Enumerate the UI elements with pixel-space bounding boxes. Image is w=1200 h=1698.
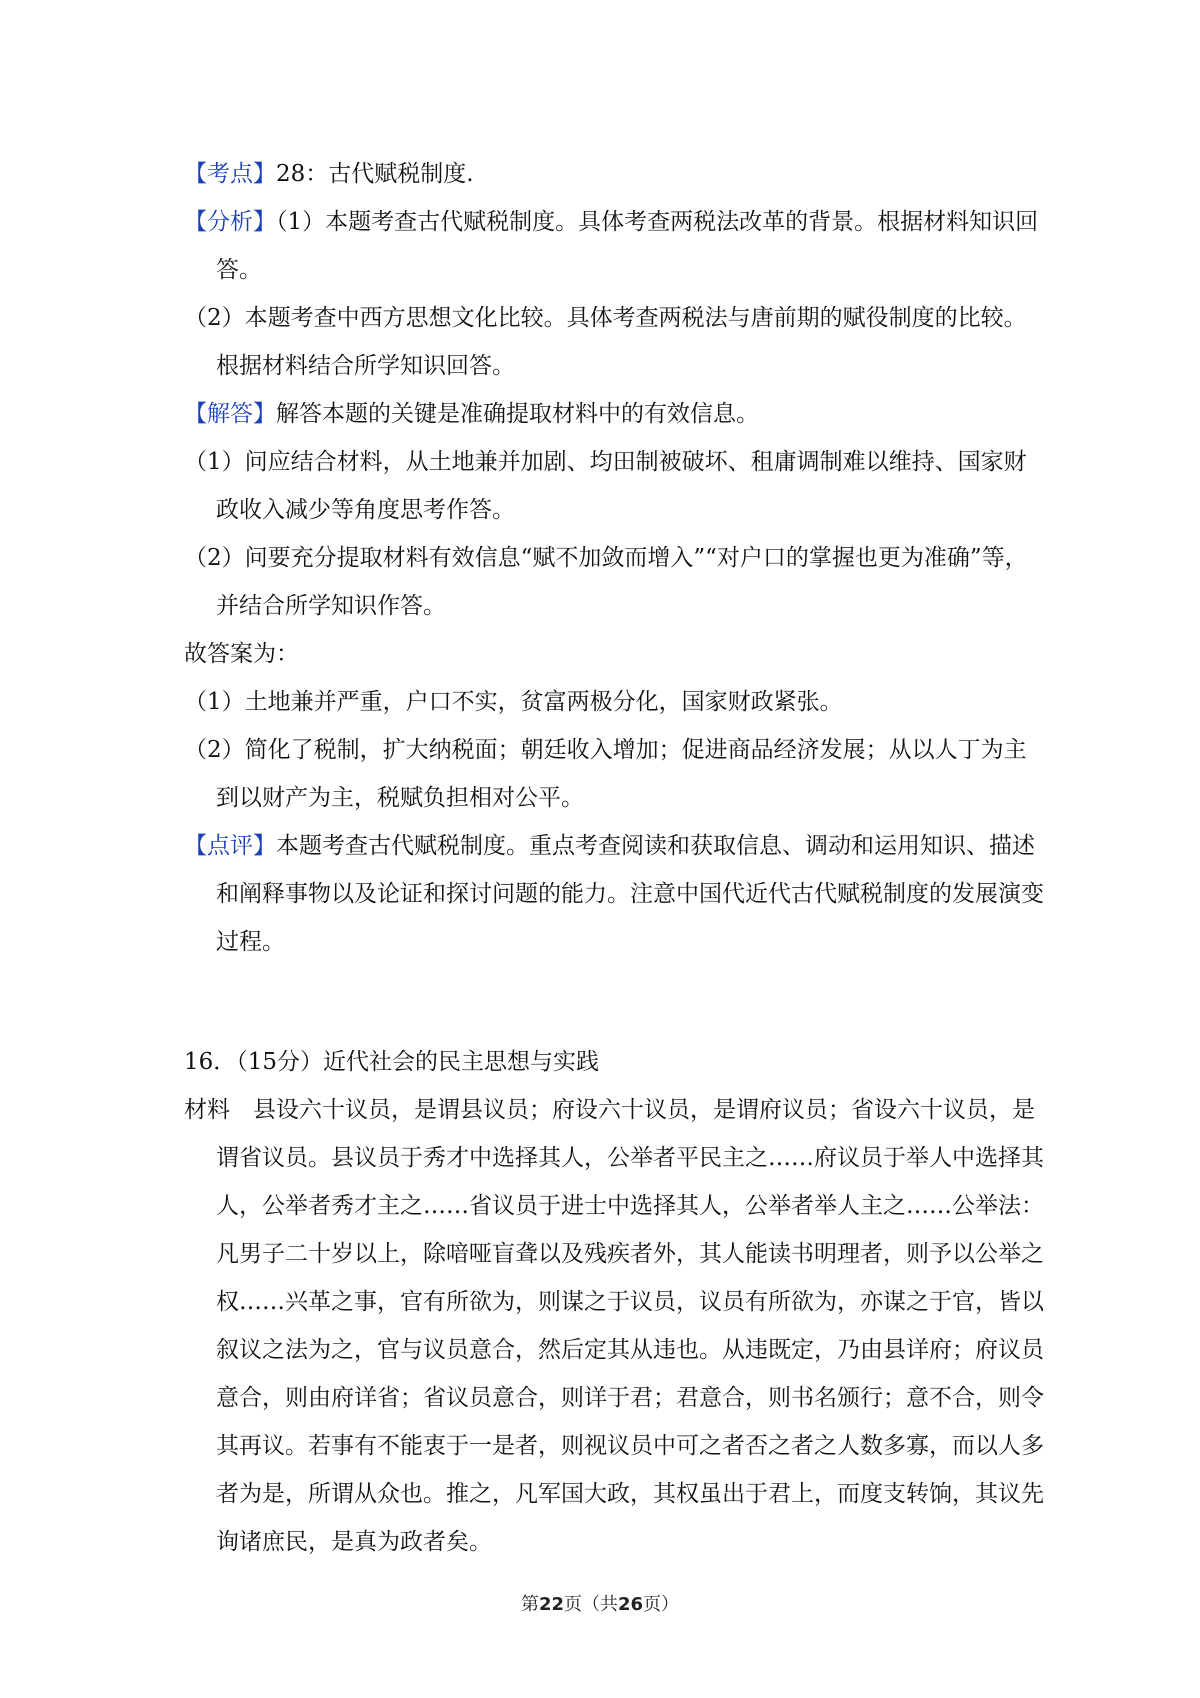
kaodian-paragraph [184, 150, 1044, 198]
footer-page-number: 22 [538, 1594, 564, 1615]
answer-text-2: （2）简化了税制，扩大纳税面；朝廷收入增加；促进商品经济发展；从以人丁为主到以财产为主，税赋负担相对公平。 [184, 737, 1027, 811]
dianping-paragraph [184, 822, 1044, 966]
dianping-text: 本题考查古代赋税制度。重点考查阅读和获取信息、调动和运用知识、描述和阐释事物以及论证和探讨问题的能力。注意中国代近代古代赋税制度的发展演变过程。 [216, 833, 1044, 955]
footer-suffix: 页） [643, 1594, 680, 1615]
fenxi-tag: 【分析】 [184, 209, 276, 235]
jieda-text-2: （2）问要充分提取材料有效信息“赋不加敛而增入”“对户口的掌握也更为准确”等，并结合所学知识作答。 [184, 545, 1028, 619]
question-16-material: 材料 县设六十议员，是谓县议员；府设六十议员，是谓府议员；省设六十议员，是谓省议员。县议员于秀才中选择其人，公举者平民主之……府议员于举人中选择其人，公举者秀才主之……省议员于进士中选择其人，公举者举人主之……公举法：凡男子二十岁以上，除喑哑盲聋以及残疾者外，其人能读书明理者，则予以公举之权……兴革之事，官有所欲为，则谋之于议员，议员有所欲为，亦谋之于官，皆以叙议之法为之，官与议员意合，然后定其从违也。从违既定，乃由县详府；府议员意合，则由府详省；省议员意合，则详于君；君意合，则书名颁行；意不合，则令其再议。若事有不能衷于一是者，则视议员中可之者否之者之人数多寡，而以人多者为是，所谓从众也。推之，凡军国大政，其权虽出于君上，而度支转饷，其议先询诸庶民，是真为政者矣。 [184, 1097, 1044, 1555]
section-gap [184, 966, 1044, 1038]
jieda-text: 解答本题的关键是准确提取材料中的有效信息。 [276, 401, 759, 427]
footer-total-pages: 26 [618, 1594, 644, 1615]
jieda-paragraph [184, 390, 1044, 438]
fenxi-text-1: （1）本题考查古代赋税制度。具体考查两税法改革的背景。根据材料知识回答。 [216, 209, 1039, 283]
fenxi-paragraph [184, 198, 1044, 294]
fenxi-text-2: （2）本题考查中西方思想文化比较。具体考查两税法与唐前期的赋役制度的比较。根据材料结合所学知识回答。 [184, 305, 1027, 379]
footer-prefix: 第 [520, 1594, 539, 1615]
page-footer [0, 1590, 1200, 1616]
document-body [184, 150, 1044, 1566]
footer-middle: 页（共 [564, 1594, 618, 1615]
dianping-tag: 【点评】 [184, 833, 276, 859]
answer-intro: 故答案为： [184, 641, 299, 667]
question-16-heading: 16．（15分）近代社会的民主思想与实践 [184, 1049, 600, 1075]
jieda-tag: 【解答】 [184, 401, 276, 427]
kaodian-text: 28：古代赋税制度. [276, 161, 474, 187]
kaodian-tag: 【考点】 [184, 161, 276, 187]
jieda-text-1: （1）问应结合材料，从土地兼并加剧、均田制被破坏、租庸调制难以维持、国家财政收入减少等角度思考作答。 [184, 449, 1027, 523]
answer-text-1: （1）土地兼并严重，户口不实，贫富两极分化，国家财政紧张。 [184, 689, 843, 715]
